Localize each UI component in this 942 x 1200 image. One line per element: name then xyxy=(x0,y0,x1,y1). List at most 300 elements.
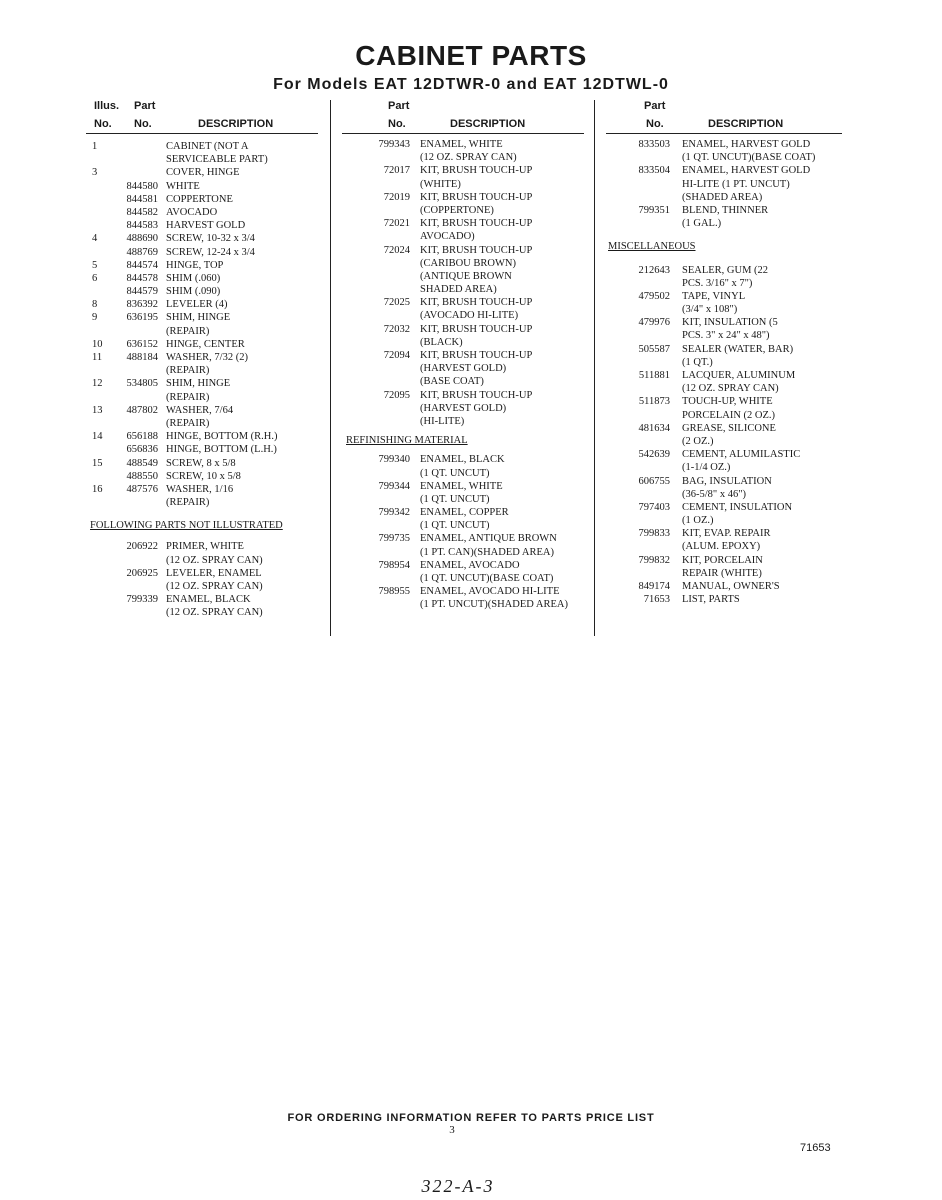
parts-row xyxy=(86,351,318,364)
part-description: TOUCH-UP, WHITE xyxy=(682,396,773,408)
part-number: 844574 xyxy=(126,259,158,271)
part-number: 479502 xyxy=(638,290,670,302)
part-number: 534805 xyxy=(126,378,158,390)
parts-row xyxy=(342,336,584,349)
parts-row xyxy=(86,470,318,483)
part-description: (REPAIR) xyxy=(166,417,210,429)
part-description: BLEND, THINNER xyxy=(682,204,769,216)
part-description: LEVELER, ENAMEL xyxy=(166,567,262,579)
part-description: ENAMEL, HARVEST GOLD xyxy=(682,139,811,150)
illus-number: 9 xyxy=(92,312,98,324)
parts-row xyxy=(342,296,584,309)
parts-row xyxy=(606,178,842,191)
part-description: (HARVEST GOLD) xyxy=(420,402,507,414)
part-description: SHIM (.060) xyxy=(166,272,221,284)
part-description: WHITE xyxy=(166,180,200,192)
parts-row xyxy=(86,272,318,285)
part-number: 511881 xyxy=(638,370,670,381)
part-description: WASHER, 7/32 (2) xyxy=(166,352,248,363)
handwritten-reference: 322-A-3 xyxy=(421,1176,495,1196)
part-number: 844583 xyxy=(126,220,158,232)
ordering-info-footer: FOR ORDERING INFORMATION REFER TO PARTS PRICE LIST xyxy=(287,1112,655,1124)
parts-row xyxy=(86,232,318,245)
part-description: KIT, BRUSH TOUCH-UP xyxy=(420,389,533,401)
parts-row xyxy=(606,277,842,290)
parts-row xyxy=(342,389,584,402)
part-number: 487576 xyxy=(126,483,158,495)
part-description: (AVOCADO HI-LITE) xyxy=(420,310,519,322)
parts-row xyxy=(342,585,584,598)
part-description: SCREW, 10-32 x 3/4 xyxy=(166,233,255,245)
part-description: LACQUER, ALUMINUM xyxy=(682,370,796,381)
parts-row xyxy=(342,467,584,480)
part-number: 542639 xyxy=(638,449,670,461)
part-description: (REPAIR) xyxy=(166,391,210,403)
parts-row xyxy=(86,311,318,324)
part-description: PORCELAIN (2 OZ.) xyxy=(682,409,776,421)
parts-column-1 xyxy=(86,100,318,620)
section-heading-refinishing: REFINISHING MATERIAL xyxy=(346,435,468,447)
part-number: 636195 xyxy=(126,312,158,324)
part-description: HI-LITE (1 PT. UNCUT) xyxy=(682,178,790,190)
part-number: 488550 xyxy=(126,470,158,482)
part-description: (1 OZ.) xyxy=(682,515,714,527)
part-description: (BASE COAT) xyxy=(420,376,484,388)
part-number: 799344 xyxy=(378,480,410,492)
parts-list-extra xyxy=(606,264,842,607)
parts-row xyxy=(606,461,842,474)
parts-row xyxy=(86,417,318,430)
parts-row xyxy=(606,290,842,303)
part-description: (WHITE) xyxy=(420,178,461,190)
parts-row xyxy=(86,457,318,470)
illus-number: 10 xyxy=(92,338,103,350)
parts-row xyxy=(342,506,584,519)
part-number: 799340 xyxy=(378,454,410,466)
parts-row xyxy=(86,443,318,456)
part-description: SHIM, HINGE xyxy=(166,378,231,390)
part-number: 488690 xyxy=(126,233,158,245)
part-description: KIT, BRUSH TOUCH-UP xyxy=(420,323,533,335)
parts-row xyxy=(342,230,584,243)
part-number: 606755 xyxy=(638,475,670,487)
part-number: 488769 xyxy=(126,246,158,258)
part-number: 844580 xyxy=(126,180,158,192)
part-number: 636152 xyxy=(126,338,158,350)
illus-number: 13 xyxy=(92,404,103,416)
column-header xyxy=(86,100,318,134)
part-description: WASHER, 1/16 xyxy=(166,483,234,495)
header-description: DESCRIPTION xyxy=(450,118,526,130)
part-description: (1 PT. CAN)(SHADED AREA) xyxy=(420,546,554,558)
header-description: DESCRIPTION xyxy=(198,118,274,130)
header-illus-label: Illus. xyxy=(94,100,120,112)
part-description: HINGE, TOP xyxy=(166,259,224,271)
parts-row xyxy=(606,217,842,230)
illus-number: 3 xyxy=(92,167,98,179)
parts-row xyxy=(342,217,584,230)
part-description: KIT, BRUSH TOUCH-UP xyxy=(420,165,533,177)
illus-number: 8 xyxy=(92,299,98,311)
parts-row xyxy=(342,546,584,559)
header-part-no: No. xyxy=(646,118,664,130)
parts-list xyxy=(86,140,318,509)
part-number: 505587 xyxy=(638,343,670,355)
illus-number: 1 xyxy=(92,141,98,152)
part-number: 72021 xyxy=(383,218,410,230)
part-number: 799351 xyxy=(638,204,670,216)
part-description: KIT, INSULATION (5 xyxy=(682,317,778,329)
part-description: (COPPERTONE) xyxy=(420,204,494,216)
parts-row xyxy=(86,140,318,153)
parts-row xyxy=(342,283,584,296)
part-description: HARVEST GOLD xyxy=(166,220,246,232)
part-number: 799342 xyxy=(378,507,410,519)
header-part-label: Part xyxy=(388,100,410,112)
parts-column-2 xyxy=(342,100,584,612)
part-number: 836392 xyxy=(126,299,158,311)
part-description: (12 OZ. SPRAY CAN) xyxy=(682,383,779,395)
parts-row xyxy=(86,377,318,390)
part-description: SHIM (.090) xyxy=(166,286,221,298)
parts-row xyxy=(606,369,842,382)
header-illus-no: No. xyxy=(94,118,112,130)
part-number: 656188 xyxy=(126,431,158,443)
parts-row xyxy=(342,257,584,270)
parts-row xyxy=(606,488,842,501)
part-description: BAG, INSULATION xyxy=(682,475,772,487)
part-description: HINGE, BOTTOM (L.H.) xyxy=(166,444,277,456)
parts-row xyxy=(606,435,842,448)
part-description: (REPAIR) xyxy=(166,365,210,377)
part-description: ENAMEL, WHITE xyxy=(420,480,503,492)
part-number: 72094 xyxy=(383,350,410,361)
part-number: 799832 xyxy=(638,554,670,566)
part-number: 479976 xyxy=(638,317,670,329)
header-description: DESCRIPTION xyxy=(708,118,784,130)
parts-row xyxy=(342,138,584,151)
page-subtitle: For Models EAT 12DTWR-0 and EAT 12DTWL-0 xyxy=(273,76,669,93)
illus-number: 6 xyxy=(92,272,98,284)
part-description: (3/4" x 108") xyxy=(682,304,738,316)
parts-row xyxy=(86,430,318,443)
part-description: (HI-LITE) xyxy=(420,415,465,427)
parts-row xyxy=(86,285,318,298)
part-description: REPAIR (WHITE) xyxy=(682,567,762,579)
part-description: (SHADED AREA) xyxy=(682,191,763,203)
part-description: KIT, PORCELAIN xyxy=(682,554,763,566)
parts-row xyxy=(86,193,318,206)
part-description: WASHER, 7/64 xyxy=(166,404,234,416)
parts-row xyxy=(606,204,842,217)
part-description: HINGE, CENTER xyxy=(166,338,245,350)
parts-row xyxy=(606,264,842,277)
parts-row xyxy=(342,572,584,585)
part-description: ENAMEL, HARVEST GOLD xyxy=(682,165,811,177)
part-number: 844578 xyxy=(126,272,158,284)
parts-row xyxy=(342,270,584,283)
part-description: KIT, BRUSH TOUCH-UP xyxy=(420,350,533,361)
parts-row xyxy=(86,364,318,377)
parts-row xyxy=(342,480,584,493)
part-description: KIT, EVAP. REPAIR xyxy=(682,528,771,540)
part-description: TAPE, VINYL xyxy=(682,290,746,302)
parts-row xyxy=(606,382,842,395)
part-description: (1 QT. UNCUT)(BASE COAT) xyxy=(420,573,554,584)
part-description: (36-5/8" x 46") xyxy=(682,488,746,500)
parts-row xyxy=(606,395,842,408)
parts-row xyxy=(342,204,584,217)
parts-row xyxy=(606,540,842,553)
part-description: COPPERTONE xyxy=(166,193,233,205)
part-number: 72024 xyxy=(383,244,410,256)
part-description: (1 QT. UNCUT) xyxy=(420,520,490,532)
part-description: (1 PT. UNCUT)(SHADED AREA) xyxy=(420,599,568,611)
parts-row xyxy=(86,166,318,179)
part-description: ENAMEL, COPPER xyxy=(420,507,509,519)
part-number: 833503 xyxy=(638,139,670,150)
part-number: 488184 xyxy=(126,352,158,363)
part-number: 799735 xyxy=(378,533,410,545)
part-description: (BLACK) xyxy=(420,336,463,348)
part-description: SEALER (WATER, BAR) xyxy=(682,343,794,355)
part-description: (ALUM. EPOXY) xyxy=(682,541,761,553)
column-header xyxy=(342,100,584,134)
part-number: 833504 xyxy=(638,165,670,177)
part-description: ENAMEL, BLACK xyxy=(166,594,251,606)
parts-row xyxy=(606,316,842,329)
part-number: 798954 xyxy=(378,559,410,571)
header-part-label: Part xyxy=(134,100,156,112)
parts-row xyxy=(606,514,842,527)
parts-row xyxy=(606,527,842,540)
parts-row xyxy=(86,554,318,567)
part-description: KIT, BRUSH TOUCH-UP xyxy=(420,218,533,230)
part-number: 206922 xyxy=(126,541,158,553)
parts-row xyxy=(342,415,584,428)
part-description: (12 OZ. SPRAY CAN) xyxy=(420,152,517,164)
illus-number: 16 xyxy=(92,483,103,495)
parts-row xyxy=(86,219,318,232)
parts-row xyxy=(606,593,842,606)
part-number: 481634 xyxy=(638,422,670,434)
parts-row xyxy=(606,554,842,567)
part-description: (12 OZ. SPRAY CAN) xyxy=(166,554,263,566)
part-description: ENAMEL, ANTIQUE BROWN xyxy=(420,533,557,545)
part-number: 798955 xyxy=(378,586,410,598)
parts-row xyxy=(342,349,584,362)
part-number: 849174 xyxy=(638,581,670,592)
parts-row xyxy=(342,453,584,466)
illus-number: 11 xyxy=(92,352,103,363)
part-description: (1 QT.) xyxy=(682,356,713,368)
parts-row xyxy=(342,244,584,257)
part-description: (1 GAL.) xyxy=(682,218,722,230)
section-heading-miscellaneous: MISCELLANEOUS xyxy=(608,241,696,253)
page-number: 3 xyxy=(449,1124,455,1136)
parts-row xyxy=(606,343,842,356)
parts-row xyxy=(342,519,584,532)
part-number: 656836 xyxy=(126,444,158,456)
part-description: (REPAIR) xyxy=(166,497,210,509)
part-number: 844581 xyxy=(126,193,158,205)
part-description: ENAMEL, WHITE xyxy=(420,139,503,150)
part-number: 799833 xyxy=(638,528,670,540)
parts-row xyxy=(606,501,842,514)
parts-row xyxy=(342,178,584,191)
header-part-no: No. xyxy=(388,118,406,130)
part-description: KIT, BRUSH TOUCH-UP xyxy=(420,297,533,309)
parts-row xyxy=(86,153,318,166)
part-number: 71653 xyxy=(643,594,670,606)
parts-row xyxy=(86,206,318,219)
part-number: 799339 xyxy=(126,594,158,606)
part-description: KIT, BRUSH TOUCH-UP xyxy=(420,244,533,256)
parts-list-extra xyxy=(342,453,584,611)
part-description: SERVICEABLE PART) xyxy=(166,154,268,166)
parts-list xyxy=(606,138,842,230)
parts-row xyxy=(86,180,318,193)
parts-row xyxy=(86,259,318,272)
part-description: (REPAIR) xyxy=(166,325,210,337)
parts-row xyxy=(606,164,842,177)
parts-row xyxy=(86,567,318,580)
parts-row xyxy=(86,298,318,311)
parts-row xyxy=(342,532,584,545)
parts-row xyxy=(606,567,842,580)
part-description: ENAMEL, AVOCADO xyxy=(420,559,520,571)
parts-row xyxy=(86,580,318,593)
part-description: CEMENT, ALUMILASTIC xyxy=(682,449,801,461)
column-header xyxy=(606,100,842,134)
parts-row xyxy=(606,409,842,422)
parts-row xyxy=(86,606,318,619)
part-description: ENAMEL, BLACK xyxy=(420,454,505,466)
part-number: 72095 xyxy=(383,389,410,401)
parts-row xyxy=(342,375,584,388)
part-number: 844579 xyxy=(126,286,158,298)
part-number: 72019 xyxy=(383,191,410,203)
parts-row xyxy=(342,323,584,336)
section-heading-not-illustrated: FOLLOWING PARTS NOT ILLUSTRATED xyxy=(90,520,283,532)
part-number: 206925 xyxy=(126,567,158,579)
part-description: LEVELER (4) xyxy=(166,299,228,311)
parts-row xyxy=(342,402,584,415)
parts-row xyxy=(342,309,584,322)
page-title: CABINET PARTS xyxy=(355,40,587,71)
illus-number: 15 xyxy=(92,457,103,469)
part-description: CEMENT, INSULATION xyxy=(682,501,793,513)
parts-row xyxy=(86,338,318,351)
header-part-no: No. xyxy=(134,118,152,130)
parts-row xyxy=(342,362,584,375)
parts-row xyxy=(342,493,584,506)
parts-row xyxy=(606,151,842,164)
parts-row xyxy=(86,325,318,338)
parts-row xyxy=(86,404,318,417)
parts-row xyxy=(606,303,842,316)
part-description: SCREW, 8 x 5/8 xyxy=(166,457,236,469)
part-description: COVER, HINGE xyxy=(166,167,240,179)
part-number: 72017 xyxy=(383,165,410,177)
part-description: (HARVEST GOLD) xyxy=(420,363,507,375)
parts-row xyxy=(606,191,842,204)
part-description: SHADED AREA) xyxy=(420,284,497,296)
parts-row xyxy=(606,422,842,435)
illus-number: 14 xyxy=(92,431,103,443)
part-description: PCS. 3/16" x 7") xyxy=(682,277,753,289)
parts-row xyxy=(606,329,842,342)
part-description: AVOCADO) xyxy=(420,231,475,243)
column-divider xyxy=(330,100,331,636)
parts-row xyxy=(606,475,842,488)
part-description: GREASE, SILICONE xyxy=(682,422,776,434)
part-description: MANUAL, OWNER'S xyxy=(682,581,780,592)
part-number: 511873 xyxy=(638,396,670,408)
part-description: (1 QT. UNCUT)(BASE COAT) xyxy=(682,152,816,164)
part-description: SHIM, HINGE xyxy=(166,312,231,324)
document-number: 71653 xyxy=(800,1142,831,1154)
part-description: HINGE, BOTTOM (R.H.) xyxy=(166,431,278,443)
part-number: 797403 xyxy=(638,501,670,513)
parts-row xyxy=(86,391,318,404)
parts-row xyxy=(86,496,318,509)
part-description: SCREW, 10 x 5/8 xyxy=(166,470,241,482)
part-description: (2 OZ.) xyxy=(682,435,714,447)
parts-column-3 xyxy=(606,100,842,606)
part-number: 844582 xyxy=(126,206,158,218)
parts-row xyxy=(342,598,584,611)
parts-row xyxy=(86,246,318,259)
parts-row xyxy=(606,356,842,369)
column-divider xyxy=(594,100,595,636)
part-description: (1 QT. UNCUT) xyxy=(420,493,490,505)
part-description: ENAMEL, AVOCADO HI-LITE xyxy=(420,586,560,598)
part-description: PCS. 3" x 24" x 48") xyxy=(682,330,770,342)
parts-row xyxy=(342,559,584,572)
part-description: LIST, PARTS xyxy=(682,594,740,606)
part-number: 72032 xyxy=(383,323,410,335)
parts-row xyxy=(86,483,318,496)
part-description: PRIMER, WHITE xyxy=(166,541,244,553)
parts-row xyxy=(342,164,584,177)
part-description: SEALER, GUM (22 xyxy=(682,264,769,276)
parts-row xyxy=(86,593,318,606)
part-description: (ANTIQUE BROWN xyxy=(420,270,512,282)
part-description: CABINET (NOT A xyxy=(166,141,249,152)
header-part-label: Part xyxy=(644,100,666,112)
illus-number: 4 xyxy=(92,233,98,245)
parts-row xyxy=(606,448,842,461)
parts-row xyxy=(606,580,842,593)
parts-row xyxy=(86,540,318,553)
part-description: (12 OZ. SPRAY CAN) xyxy=(166,607,263,619)
part-description: (CARIBOU BROWN) xyxy=(420,257,516,269)
parts-list xyxy=(342,138,584,428)
part-description: AVOCADO xyxy=(166,206,218,218)
parts-row xyxy=(342,151,584,164)
part-number: 212643 xyxy=(638,264,670,276)
illus-number: 12 xyxy=(92,378,103,390)
parts-row xyxy=(606,138,842,151)
parts-list-extra xyxy=(86,540,318,619)
part-number: 799343 xyxy=(378,139,410,150)
part-number: 487802 xyxy=(126,404,158,416)
illus-number: 5 xyxy=(92,259,98,271)
part-number: 72025 xyxy=(383,297,410,309)
part-description: (12 OZ. SPRAY CAN) xyxy=(166,581,263,592)
part-description: (1-1/4 OZ.) xyxy=(682,462,731,474)
